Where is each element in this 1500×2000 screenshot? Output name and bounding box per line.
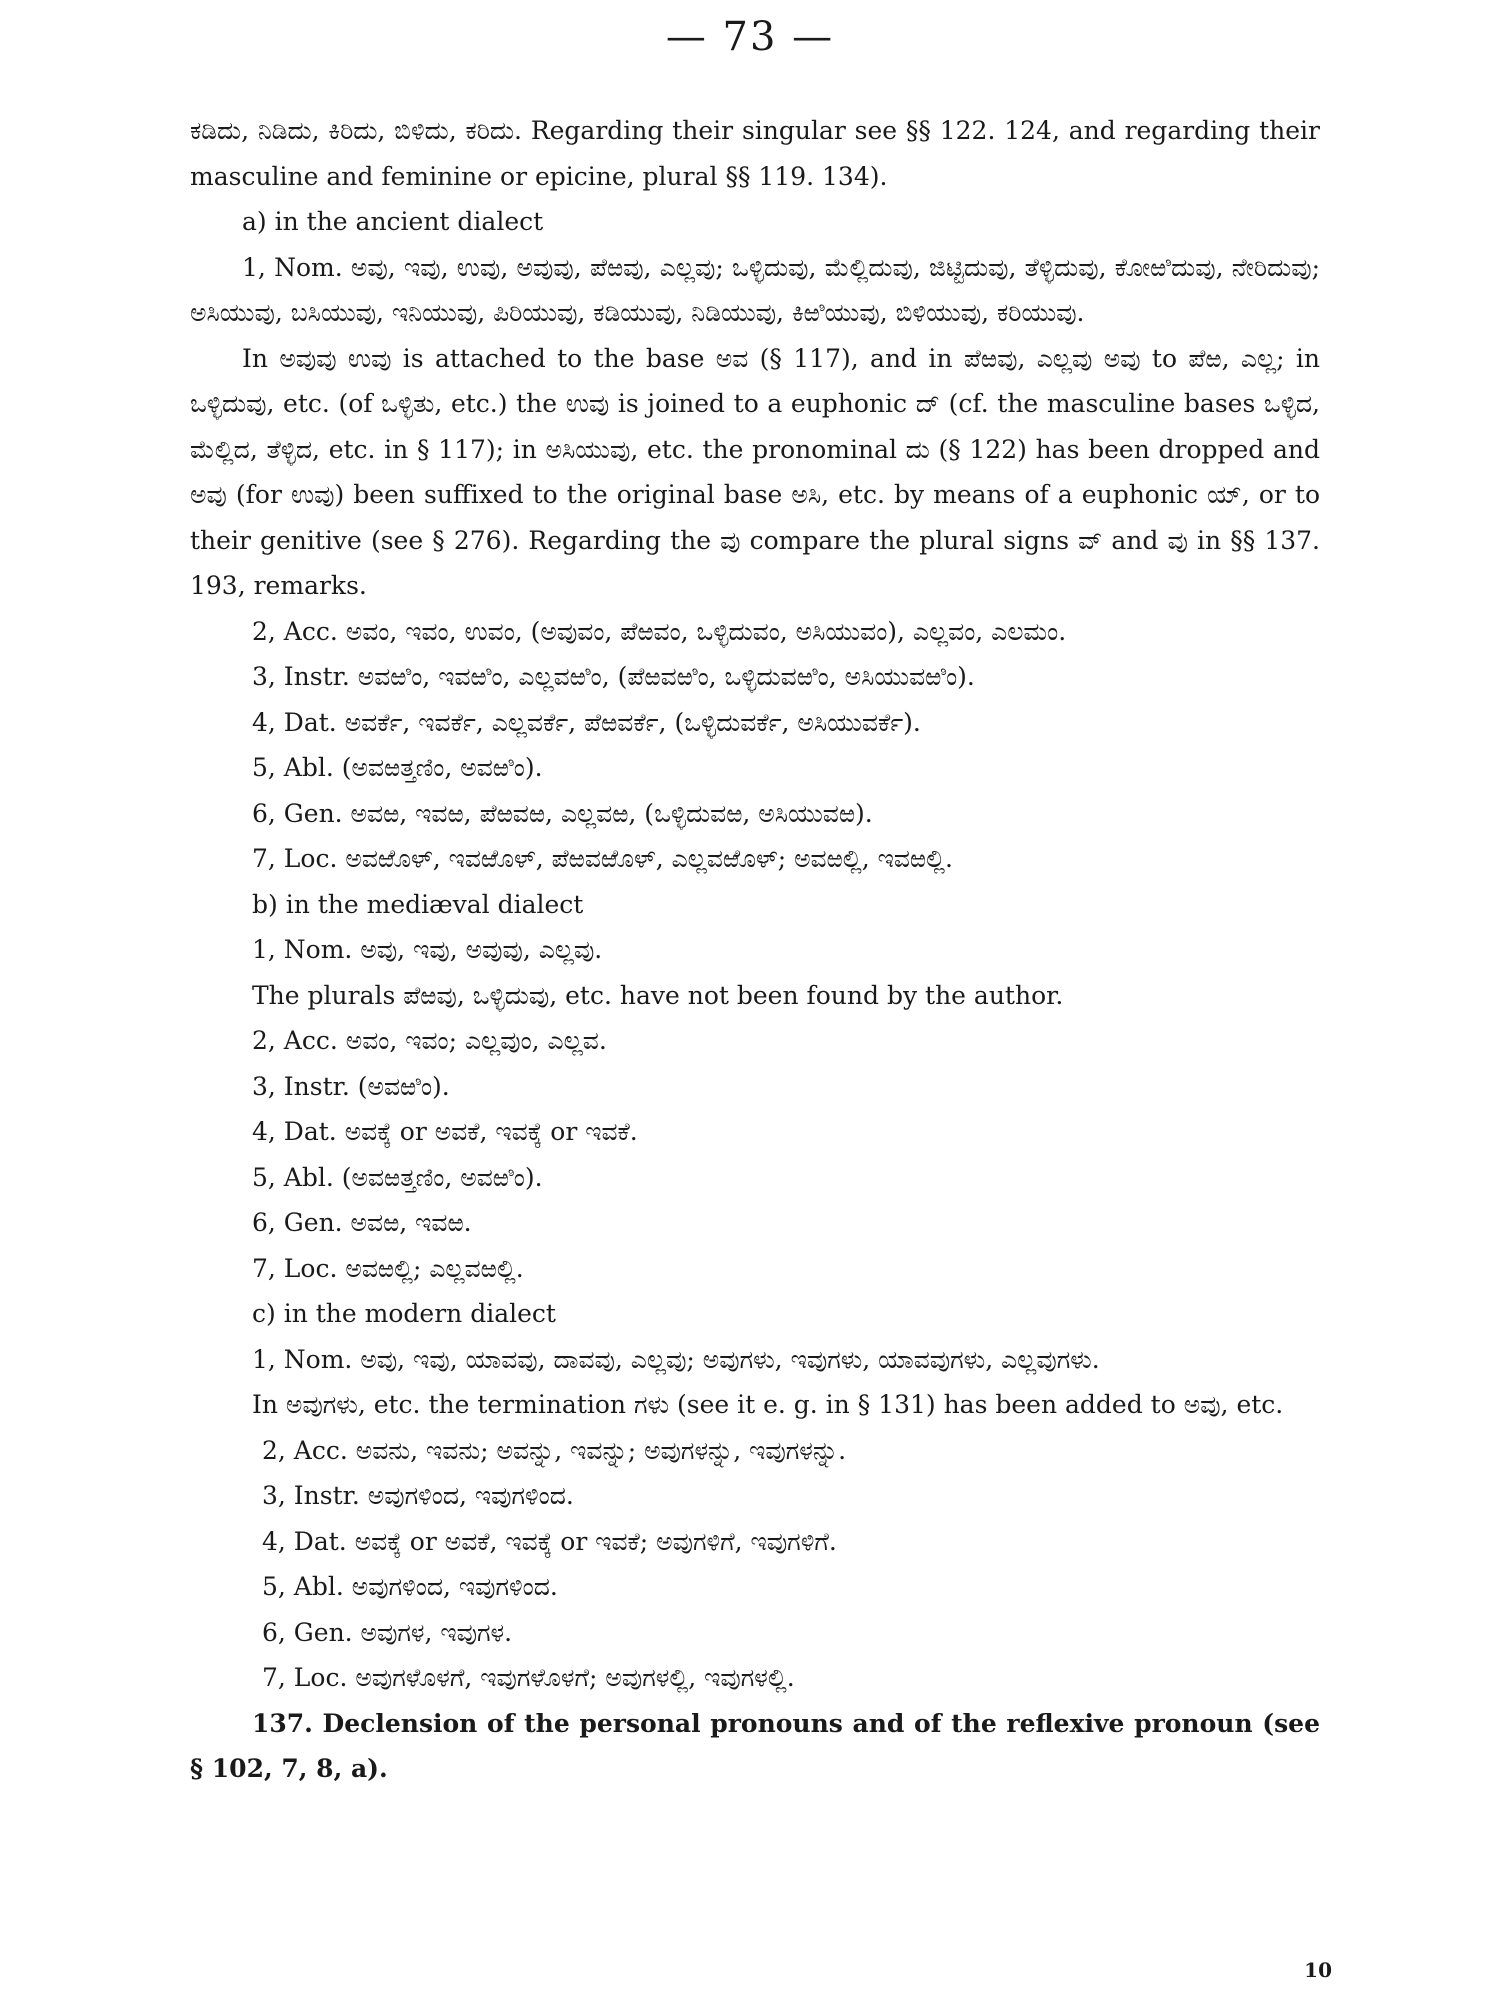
case-ablative-ancient: 5, Abl. (ಅವಱತ್ತಣಿಂ, ಅವಱಿಂ).: [252, 753, 543, 782]
case-genitive-mediaeval: 6, Gen. ಅವಱ, ಇವಱ.: [252, 1208, 472, 1237]
case-instrumental-mediaeval: 3, Instr. (ಅವಱಿಂ).: [252, 1071, 450, 1101]
case-nominative-ancient: 1, Nom. ಅವು, ಇವು, ಉವು, ಅವುವು, ಪೆಱವು, ಎಲ್ಲವು; ಒಳ್ಳಿದುವು, ಮೆಲ್ಲಿದುವು, ಜಿಟ್ಟಿದುವು, ತೆಳ್ಳಿದುವು, ಕೋಱಿದುವು, ನೇರಿದುವು; ಅಸಿಯುವು, ಬಸಿಯುವು, ಇನಿಯುವು, ಪಿರಿಯುವು, ಕಡಿಯುವು, ನಿಡಿಯುವು, ಕಿಱಿಯುವು, ಬಿಳಿಯುವು, ಕರಿಯುವು.: [190, 252, 1320, 327]
case-accusative-modern: 2, Acc. ಅವನು, ಇವನು; ಅವನ್ನು, ಇವನ್ನು; ಅವುಗಳನ್ನು, ಇವುಗಳನ್ನು.: [262, 1435, 847, 1465]
case-ablative-mediaeval: 5, Abl. (ಅವಱತ್ತಣಿಂ, ಅವಱಿಂ).: [252, 1162, 543, 1192]
case-dative-ancient: 4, Dat. ಅವರ್ಕೆ, ಇವರ್ಕೆ, ಎಲ್ಲವರ್ಕೆ, ಪೆಱವರ್ಕೆ, (ಒಳ್ಳಿದುವರ್ಕೆ, ಅಸಿಯುವರ್ಕೆ).: [252, 707, 921, 737]
page-number: — 73 —: [665, 14, 835, 60]
page-body: [190, 108, 1320, 1792]
case-accusative-mediaeval: 2, Acc. ಅವಂ, ಇವಂ; ಎಲ್ಲವುಂ, ಎಲ್ಲವ.: [252, 1026, 607, 1055]
paragraph-continuation: ಕಡಿದು, ನಿಡಿದು, ಕಿರಿದು, ಬಿಳಿದು, ಕರಿದು. Regarding their singular see §§ 122. 124, and regarding their masculine and feminine or epicine, plural §§ 119. 134).: [190, 116, 1320, 191]
case-genitive-ancient: 6, Gen. ಅವಱ, ಇವಱ, ಪೆಱವಱ, ಎಲ್ಲವಱ, (ಒಳ್ಳಿದುವಱ, ಅಸಿಯುವಱ).: [252, 798, 873, 828]
case-locative-mediaeval: 7, Loc. ಅವಱಲ್ಲಿ; ಎಲ್ಲವಱಲ್ಲಿ.: [252, 1253, 524, 1283]
paragraph-explanation: In ಅವುವು ಉವು is attached to the base ಅವ (§ 117), and in ಪೆಱವು, ಎಲ್ಲವು ಅವು to ಪೆಱ, ಎಲ್ಲ; in ಒಳ್ಳಿದುವು, etc. (of ಒಳ್ಳಿತು, etc.) the ಉವು is joined to a euphonic ದ್ (cf. the masculine bases ಒಳ್ಳಿದ, ಮೆಲ್ಲಿದ, ತೆಳ್ಳಿದ, etc. in § 117); in ಅಸಿಯುವು, etc. the pronominal ದು (§ 122) has been dropped and ಅವು (for ಉವು) been suffixed to the original base ಅಸಿ, etc. by means of a euphonic ಯ್, or to their genitive (see § 276). Regarding the ವು compare the plural signs ವ್ and ವು in §§ 137. 193, remarks.: [190, 343, 1320, 600]
printer-signature-mark: 10: [1304, 1958, 1332, 1982]
case-accusative-ancient: 2, Acc. ಅವಂ, ಇವಂ, ಉವಂ, (ಅವುವಂ, ಪೆಱವಂ, ಒಳ್ಳಿದುವಂ, ಅಸಿಯುವಂ), ಎಲ್ಲವಂ, ಎಲಮಂ.: [252, 616, 1067, 646]
subsection-heading-mediaeval: b) in the mediæval dialect: [252, 889, 584, 919]
paragraph-termination: In ಅವುಗಳು, etc. the termination ಗಳು (see it e. g. in § 131) has been added to ಅವು, etc.: [252, 1390, 1284, 1419]
case-locative-modern: 7, Loc. ಅವುಗಳೊಳಗೆ, ಇವುಗಳೊಳಗೆ; ಅವುಗಳಲ್ಲಿ, ಇವುಗಳಲ್ಲಿ.: [262, 1663, 795, 1692]
subsection-heading-ancient: a) in the ancient dialect: [242, 207, 544, 236]
case-instrumental-modern: 3, Instr. ಅವುಗಳಿಂದ, ಇವುಗಳಿಂದ.: [262, 1481, 574, 1510]
case-dative-mediaeval: 4, Dat. ಅವಕ್ಕೆ or ಅವಕೆ, ಇವಕ್ಕೆ or ಇವಕೆ.: [252, 1117, 638, 1146]
case-locative-ancient: 7, Loc. ಅವಱೊಳ್, ಇವಱೊಳ್, ಪೆಱವಱೊಳ್, ಎಲ್ಲವಱೊಳ್; ಅವಱಲ್ಲಿ, ಇವಱಲ್ಲಿ.: [252, 844, 953, 873]
case-genitive-modern: 6, Gen. ಅವುಗಳ, ಇವುಗಳ.: [262, 1617, 513, 1647]
case-ablative-modern: 5, Abl. ಅವುಗಳಿಂದ, ಇವುಗಳಿಂದ.: [262, 1572, 558, 1601]
case-instrumental-ancient: 3, Instr. ಅವಱಿಂ, ಇವಱಿಂ, ಎಲ್ಲವಱಿಂ, (ಪೆಱವಱಿಂ, ಒಳ್ಳಿದುವಱಿಂ, ಅಸಿಯುವಱಿಂ).: [252, 662, 975, 691]
case-dative-modern: 4, Dat. ಅವಕ್ಕೆ or ಅವಕೆ, ಇವಕ್ಕೆ or ಇವಕೆ; ಅವುಗಳಿಗೆ, ಇವುಗಳಿಗೆ.: [262, 1526, 837, 1556]
case-nominative-modern: 1, Nom. ಅವು, ಇವು, ಯಾವವು, ದಾವವು, ಎಲ್ಲವು; ಅವುಗಳು, ಇವುಗಳು, ಯಾವವುಗಳು, ಎಲ್ಲವುಗಳು.: [252, 1344, 1100, 1374]
note-plurals: The plurals ಪೆಱವು, ಒಳ್ಳಿದುವು, etc. have not been found by the author.: [252, 980, 1064, 1010]
case-nominative-mediaeval: 1, Nom. ಅವು, ಇವು, ಅವುವು, ಎಲ್ಲವು.: [252, 935, 603, 964]
subsection-heading-modern: c) in the modern dialect: [252, 1299, 556, 1328]
section-137-heading: 137. Declension of the personal pronouns and of the reflexive pronoun (see § 102, 7, 8, a).: [190, 1708, 1320, 1783]
